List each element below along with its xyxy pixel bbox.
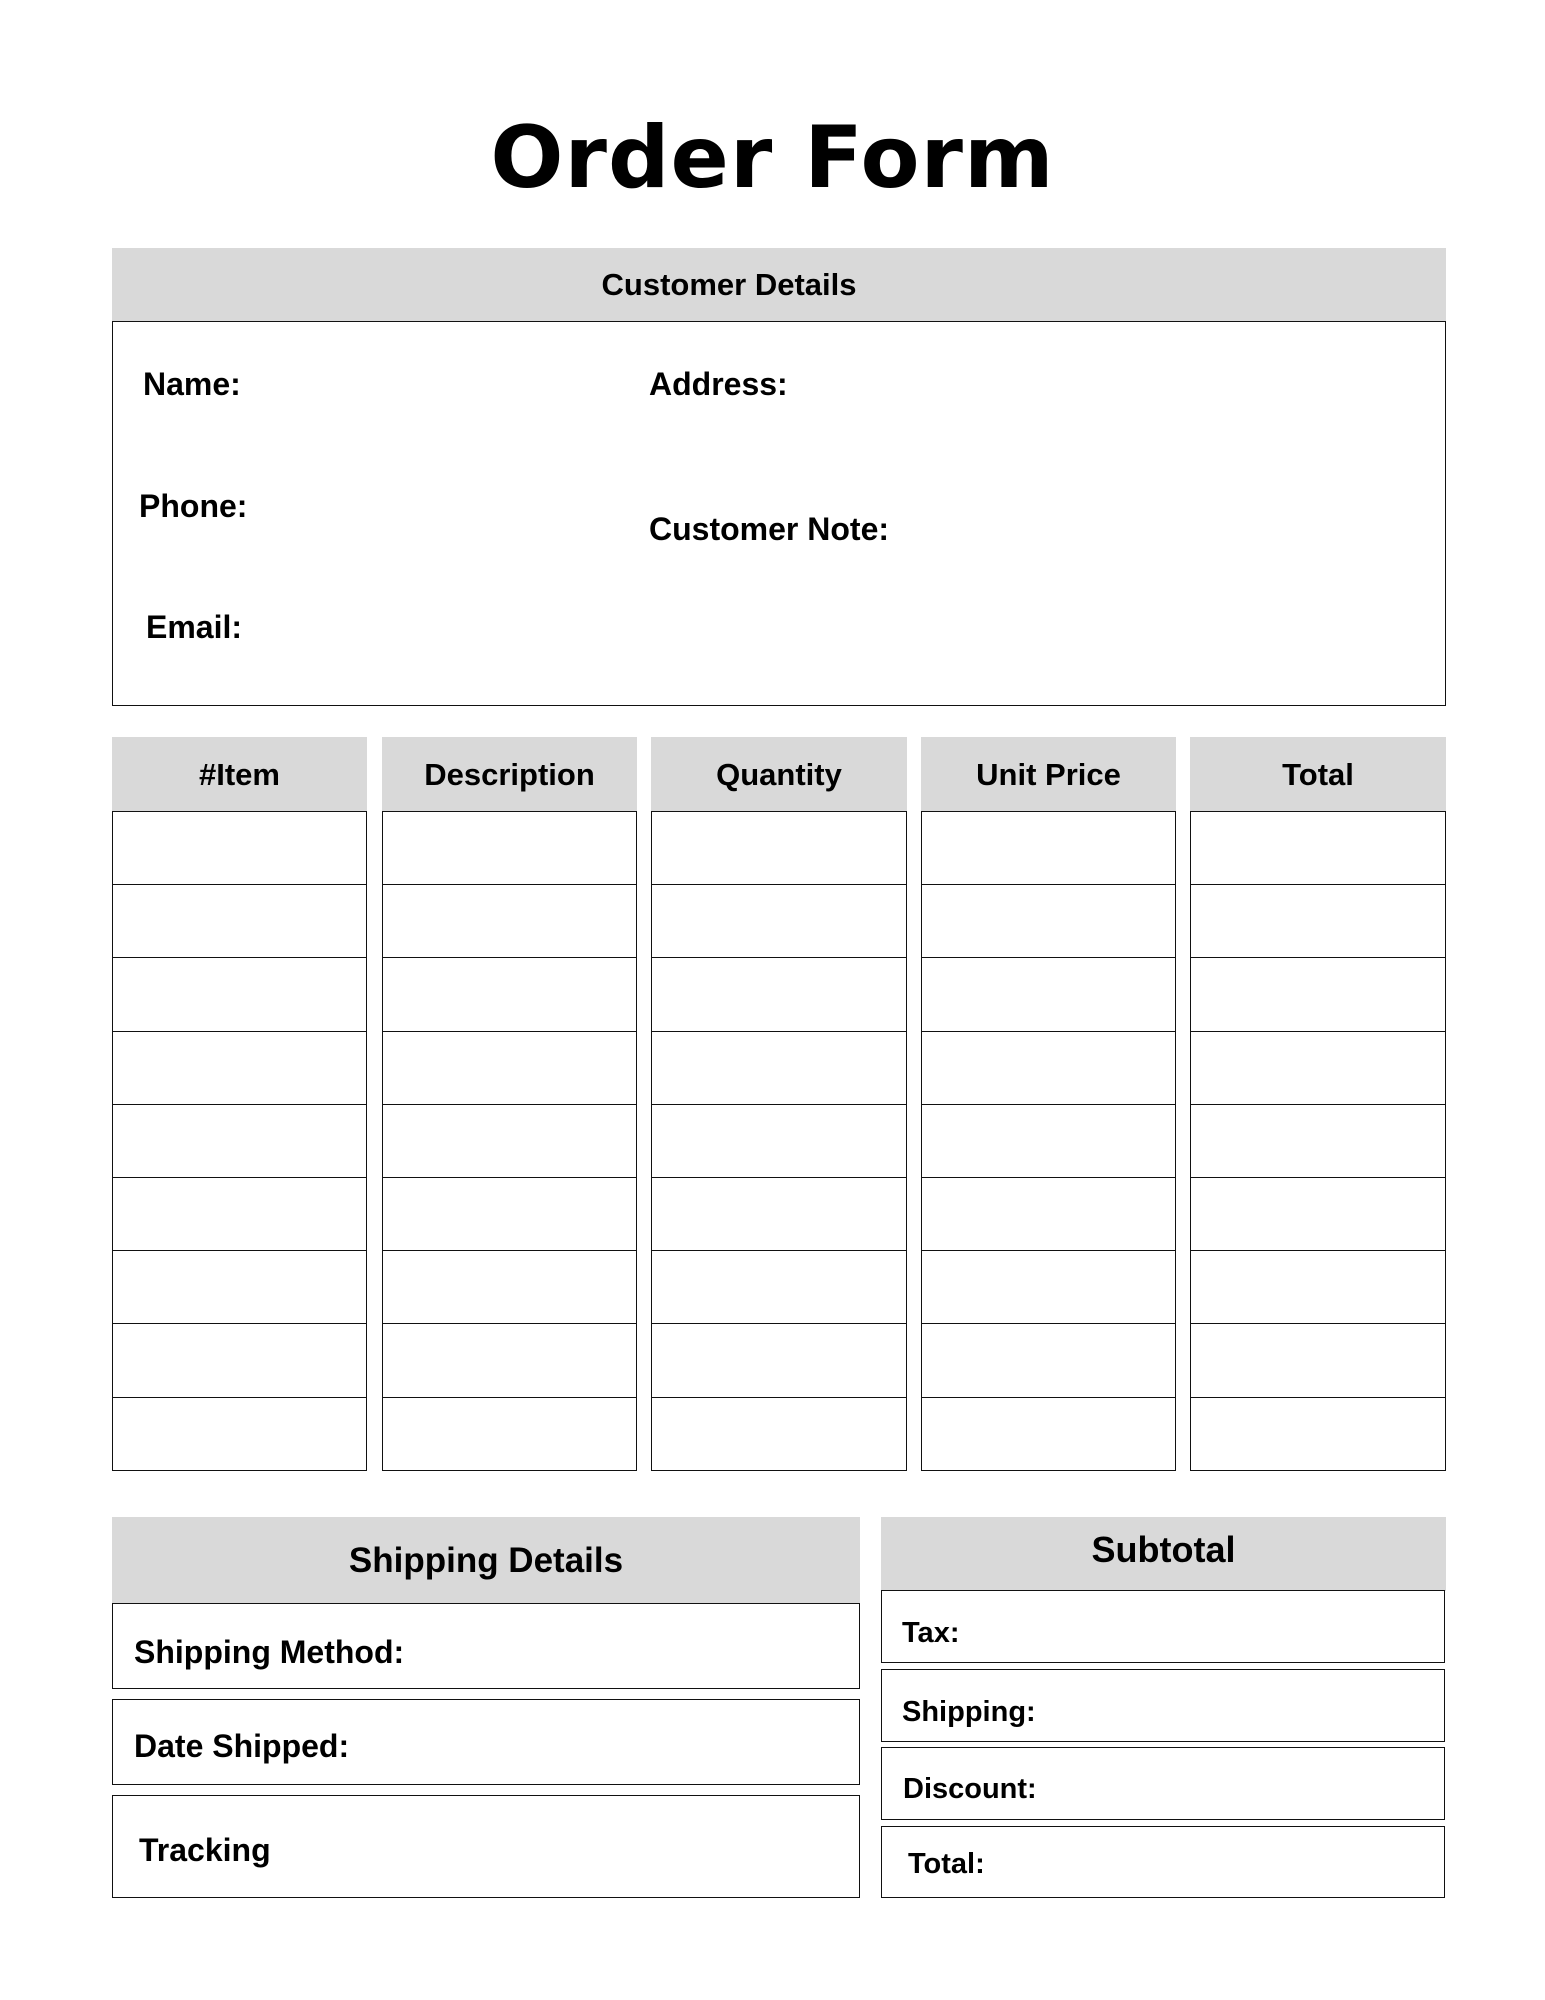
table-cell-quantity[interactable] [651,1250,907,1325]
table-cell-total[interactable] [1190,1104,1446,1179]
table-cell-item[interactable] [112,1104,367,1179]
customer-details-header [112,248,1446,322]
column-header-quantity [651,737,907,812]
name-field-label[interactable]: Name: [143,366,241,402]
table-cell-item[interactable] [112,811,367,886]
table-cell-quantity[interactable] [651,957,907,1032]
table-cell-total[interactable] [1190,884,1446,959]
table-cell-item[interactable] [112,1323,367,1398]
column-header-label: Quantity [716,756,842,792]
table-cell-total[interactable] [1190,1177,1446,1252]
customer-details-box [112,321,1446,706]
shipping-cost-field[interactable] [881,1669,1445,1742]
table-cell-unit-price[interactable] [921,1250,1176,1325]
table-cell-quantity[interactable] [651,884,907,959]
table-cell-quantity[interactable] [651,1031,907,1106]
column-header-description [382,737,637,812]
email-field-label[interactable]: Email: [146,609,243,645]
shipping-details-title: Shipping Details [348,1540,624,1580]
table-cell-unit-price[interactable] [921,1323,1176,1398]
subtotal-header [881,1517,1446,1591]
table-cell-description[interactable] [382,957,637,1032]
shipping-method-label: Shipping Method: [134,1634,405,1670]
table-cell-item[interactable] [112,1250,367,1325]
table-cell-total[interactable] [1190,957,1446,1032]
table-cell-total[interactable] [1190,1250,1446,1325]
table-cell-total[interactable] [1190,1031,1446,1106]
column-header-label: #Item [199,756,280,792]
date-shipped-field[interactable] [112,1699,860,1785]
table-cell-description[interactable] [382,1250,637,1325]
table-cell-quantity[interactable] [651,1104,907,1179]
tracking-field[interactable] [112,1795,860,1898]
shipping-method-field[interactable] [112,1603,860,1689]
discount-label: Discount: [903,1773,1037,1805]
table-cell-quantity[interactable] [651,1177,907,1252]
table-cell-description[interactable] [382,811,637,886]
table-cell-description[interactable] [382,1104,637,1179]
table-cell-total[interactable] [1190,811,1446,886]
customer-note-field-label[interactable]: Customer Note: [649,511,890,547]
tracking-label: Tracking [139,1832,271,1868]
total-label: Total: [908,1848,985,1880]
column-header-unit-price [921,737,1176,812]
table-cell-item[interactable] [112,1177,367,1252]
column-header-total [1190,737,1446,812]
table-cell-unit-price[interactable] [921,1177,1176,1252]
subtotal-title: Subtotal [1091,1529,1236,1570]
column-header-item [112,737,367,812]
customer-details-title: Customer Details [601,267,857,302]
discount-field[interactable] [881,1747,1445,1820]
table-cell-unit-price[interactable] [921,957,1176,1032]
table-cell-unit-price[interactable] [921,811,1176,886]
table-cell-item[interactable] [112,884,367,959]
tax-label: Tax: [902,1617,960,1649]
column-header-label: Description [424,756,595,792]
table-cell-description[interactable] [382,1177,637,1252]
table-cell-quantity[interactable] [651,811,907,886]
total-field[interactable] [881,1826,1445,1898]
table-cell-description[interactable] [382,884,637,959]
column-header-label: Total [1282,756,1354,792]
table-cell-unit-price[interactable] [921,1104,1176,1179]
table-cell-quantity[interactable] [651,1397,907,1472]
phone-field-label[interactable]: Phone: [139,488,248,524]
table-cell-unit-price[interactable] [921,1397,1176,1472]
tax-field[interactable] [881,1590,1445,1663]
table-cell-item[interactable] [112,1397,367,1472]
shipping-cost-label: Shipping: [902,1696,1036,1728]
column-header-label: Unit Price [976,756,1121,792]
shipping-details-header [112,1517,860,1604]
table-cell-total[interactable] [1190,1397,1446,1472]
table-cell-total[interactable] [1190,1323,1446,1398]
table-cell-unit-price[interactable] [921,1031,1176,1106]
table-cell-quantity[interactable] [651,1323,907,1398]
table-cell-unit-price[interactable] [921,884,1176,959]
table-cell-item[interactable] [112,1031,367,1106]
table-cell-description[interactable] [382,1397,637,1472]
table-cell-item[interactable] [112,957,367,1032]
date-shipped-label: Date Shipped: [134,1728,350,1764]
table-cell-description[interactable] [382,1323,637,1398]
table-cell-description[interactable] [382,1031,637,1106]
page-title: Order Form [490,108,1055,208]
address-field-label[interactable]: Address: [649,366,788,402]
